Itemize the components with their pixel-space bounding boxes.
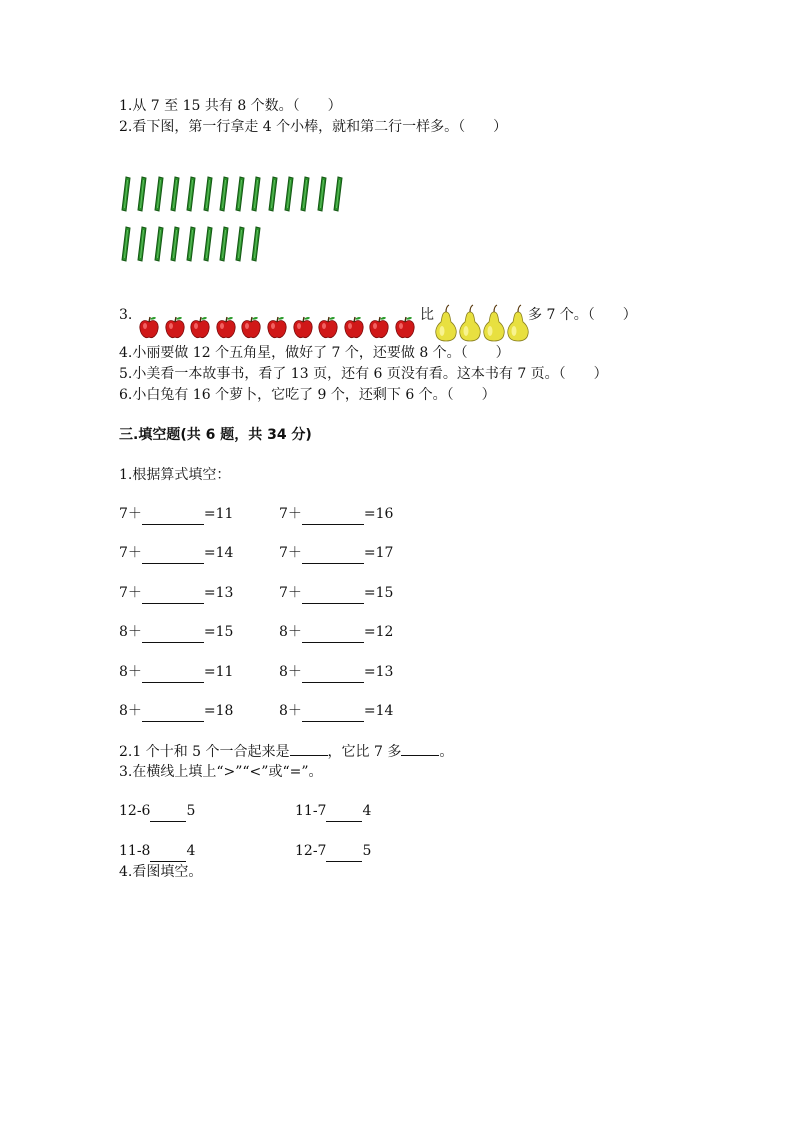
fill-question-2 bbox=[119, 742, 453, 762]
answer-blank[interactable] bbox=[142, 504, 204, 525]
answer-blank[interactable] bbox=[326, 841, 362, 862]
question-3-number: 3. bbox=[119, 307, 133, 323]
question-3-ending: 多 7 个。（ ） bbox=[528, 307, 637, 323]
equation bbox=[119, 504, 233, 524]
equation bbox=[279, 701, 393, 721]
equation-right: =15 bbox=[363, 584, 394, 601]
fill-question-4: 4.看图填空。 bbox=[119, 864, 203, 880]
apple-icon bbox=[394, 316, 416, 340]
answer-blank[interactable] bbox=[302, 504, 364, 525]
stick-icon bbox=[202, 226, 214, 262]
comparison-left: 11-8 bbox=[119, 843, 151, 859]
comparison-right: 5 bbox=[362, 843, 372, 859]
answer-blank[interactable] bbox=[302, 662, 364, 683]
answer-blank[interactable] bbox=[150, 801, 186, 822]
equation bbox=[279, 543, 393, 563]
apple-icon bbox=[164, 316, 186, 340]
equation-left: 7＋ bbox=[279, 506, 302, 522]
equation bbox=[119, 543, 233, 563]
equation-left: 7＋ bbox=[119, 584, 142, 601]
question-1: 1.从 7 至 15 共有 8 个数。（ ） bbox=[119, 98, 342, 114]
answer-blank[interactable] bbox=[302, 543, 364, 564]
equation-left: 7＋ bbox=[279, 545, 302, 562]
equation bbox=[119, 662, 233, 682]
equation bbox=[119, 583, 233, 603]
equation-right: =15 bbox=[203, 624, 234, 641]
equation-right: =12 bbox=[363, 624, 394, 641]
stick-icon bbox=[185, 176, 197, 212]
fill-question-3: 3.在横线上填上“>”“<”或“=”。 bbox=[119, 764, 323, 780]
equation-right: =13 bbox=[363, 663, 394, 680]
comparison bbox=[119, 841, 195, 861]
stick-icon bbox=[267, 176, 279, 212]
equation bbox=[119, 622, 233, 642]
answer-blank[interactable] bbox=[302, 701, 364, 722]
comparison-left: 11-7 bbox=[295, 803, 327, 819]
equation-left: 8＋ bbox=[279, 703, 302, 719]
pear-icon bbox=[482, 304, 506, 342]
equation-left: 8＋ bbox=[119, 624, 142, 641]
stick-icon bbox=[250, 176, 262, 212]
apple-icon bbox=[266, 316, 288, 340]
question-3-compare-word: 比 bbox=[420, 307, 434, 323]
question-5: 5.小美看一本故事书，看了 13 页，还有 6 页没有看。这本书有 7 页。（ ） bbox=[119, 366, 608, 382]
question-4: 4.小丽要做 12 个五角星，做好了 7 个，还要做 8 个。（ ） bbox=[119, 345, 510, 361]
section-heading: 三.填空题(共 6 题，共 34 分) bbox=[119, 427, 312, 443]
equation-left: 8＋ bbox=[119, 703, 142, 719]
stick-icon bbox=[316, 176, 328, 212]
equation bbox=[119, 701, 233, 721]
equation-right: =11 bbox=[203, 663, 234, 680]
comparison-left: 12-7 bbox=[295, 843, 327, 859]
equation-left: 8＋ bbox=[279, 624, 302, 641]
apple-icon bbox=[240, 316, 262, 340]
answer-blank[interactable] bbox=[142, 583, 204, 604]
apple-icon bbox=[343, 316, 365, 340]
question-2: 2.看下图，第一行拿走 4 个小棒，就和第二行一样多。（ ） bbox=[119, 119, 508, 135]
equation bbox=[279, 662, 393, 682]
equation-left: 8＋ bbox=[279, 663, 302, 680]
pear-icon bbox=[506, 304, 530, 342]
stick-icon bbox=[120, 226, 132, 262]
equation-right: =17 bbox=[363, 545, 394, 562]
equation-left: 7＋ bbox=[119, 506, 142, 522]
stick-icon bbox=[185, 226, 197, 262]
stick-icon bbox=[218, 226, 230, 262]
pear-icon bbox=[434, 304, 458, 342]
fill-question-1: 1.根据算式填空： bbox=[119, 467, 231, 483]
equation-right: =14 bbox=[363, 703, 394, 719]
answer-blank[interactable] bbox=[302, 583, 364, 604]
equation-left: 7＋ bbox=[279, 584, 302, 601]
answer-blank[interactable] bbox=[302, 622, 364, 643]
comparison-right: 4 bbox=[362, 803, 372, 819]
comparison bbox=[295, 801, 371, 821]
stick-icon bbox=[234, 226, 246, 262]
question-6: 6.小白兔有 16 个萝卜，它吃了 9 个，还剩下 6 个。（ ） bbox=[119, 387, 496, 403]
stick-icon bbox=[136, 176, 148, 212]
apple-icon bbox=[138, 316, 160, 340]
stick-icon bbox=[218, 176, 230, 212]
stick-icon bbox=[136, 226, 148, 262]
comparison-right: 5 bbox=[186, 803, 196, 819]
equation-right: =14 bbox=[203, 545, 234, 562]
stick-icon bbox=[283, 176, 295, 212]
pear-icon bbox=[458, 304, 482, 342]
apple-icon bbox=[215, 316, 237, 340]
apple-icon bbox=[317, 316, 339, 340]
stick-icon bbox=[234, 176, 246, 212]
equation-right: =16 bbox=[363, 506, 394, 522]
stick-icon bbox=[299, 176, 311, 212]
equation-right: =18 bbox=[203, 703, 234, 719]
comparison-right: 4 bbox=[186, 843, 196, 859]
comparison bbox=[295, 841, 371, 861]
fill-question-2-part-b: ，它比 7 多 bbox=[327, 744, 402, 760]
comparison-left: 12-6 bbox=[119, 803, 151, 819]
fill-question-2-part-a: 2.1 个十和 5 个一合起来是 bbox=[119, 744, 290, 760]
apple-icon bbox=[292, 316, 314, 340]
answer-blank[interactable] bbox=[401, 755, 439, 756]
answer-blank[interactable] bbox=[142, 701, 204, 722]
answer-blank[interactable] bbox=[326, 801, 362, 822]
equation bbox=[279, 504, 393, 524]
stick-icon bbox=[332, 176, 344, 212]
stick-icon bbox=[202, 176, 214, 212]
answer-blank[interactable] bbox=[150, 841, 186, 862]
equation-right: =11 bbox=[203, 506, 234, 522]
equation-right: =13 bbox=[203, 584, 234, 601]
equation bbox=[279, 622, 393, 642]
stick-icon bbox=[153, 226, 165, 262]
equation bbox=[279, 583, 393, 603]
comparison bbox=[119, 801, 195, 821]
equation-left: 7＋ bbox=[119, 545, 142, 562]
apple-icon bbox=[189, 316, 211, 340]
answer-blank[interactable] bbox=[290, 755, 328, 756]
stick-icon bbox=[153, 176, 165, 212]
answer-blank[interactable] bbox=[142, 622, 204, 643]
fill-question-2-part-c: 。 bbox=[439, 744, 454, 760]
answer-blank[interactable] bbox=[142, 662, 204, 683]
stick-icon bbox=[169, 226, 181, 262]
stick-icon bbox=[169, 176, 181, 212]
stick-icon bbox=[120, 176, 132, 212]
equation-left: 8＋ bbox=[119, 663, 142, 680]
answer-blank[interactable] bbox=[142, 543, 204, 564]
stick-icon bbox=[250, 226, 262, 262]
apple-icon bbox=[368, 316, 390, 340]
